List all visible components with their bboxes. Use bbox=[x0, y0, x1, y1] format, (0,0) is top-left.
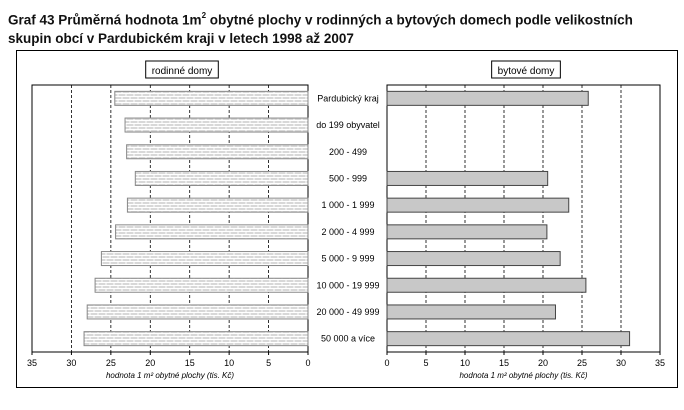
category-label: 50 000 a více bbox=[320, 333, 376, 344]
bar-rodinne-6 bbox=[101, 252, 308, 266]
tick-label: 5 bbox=[266, 358, 272, 368]
tick-label: 5 bbox=[423, 358, 429, 368]
bar-bytove-0 bbox=[387, 91, 588, 105]
category-label: 20 000 - 49 999 bbox=[316, 306, 380, 317]
tick-label: 35 bbox=[26, 358, 38, 368]
title-superscript: 2 bbox=[201, 11, 207, 20]
category-labels bbox=[316, 93, 380, 343]
category-label: 500 - 999 bbox=[328, 173, 368, 184]
category-label: 5 000 - 9 999 bbox=[321, 253, 375, 264]
series-label: rodinné domy bbox=[151, 66, 213, 77]
tick-label: 0 bbox=[384, 358, 390, 368]
bar-bytove-7 bbox=[387, 278, 586, 292]
category-label: 10 000 - 19 999 bbox=[316, 280, 380, 291]
category-label: do 199 obyvatel bbox=[316, 120, 380, 131]
title-part2: obytné plochy v rodinných a bytových domech podle velikostních skupin obcí v Pardubickém kraji v letech 1998 až 2007 bbox=[8, 12, 633, 46]
tick-label: 15 bbox=[184, 358, 195, 368]
tick-label: 20 bbox=[537, 358, 549, 368]
x-axis-title: hodnota 1 m² obytné plochy (tis. Kč) bbox=[105, 371, 235, 380]
category-label: 200 - 499 bbox=[328, 146, 368, 157]
tick-label: 0 bbox=[305, 358, 311, 368]
bar-rodinne-2 bbox=[127, 145, 308, 159]
category-label: 1 000 - 1 999 bbox=[321, 200, 375, 211]
bar-rodinne-3 bbox=[135, 171, 308, 185]
bar-bytove-8 bbox=[387, 305, 555, 319]
tick-label: 30 bbox=[66, 358, 77, 368]
tick-label: 10 bbox=[224, 358, 235, 368]
tick-label: 30 bbox=[615, 358, 627, 368]
bar-rodinne-9 bbox=[84, 332, 308, 346]
bar-bytove-9 bbox=[387, 332, 630, 346]
title-part1: Graf 43 Průměrná hodnota 1m bbox=[8, 12, 202, 28]
category-label: Pardubický kraj bbox=[317, 93, 379, 104]
tick-label: 25 bbox=[105, 358, 116, 368]
tick-label: 25 bbox=[576, 358, 588, 368]
tick-label: 10 bbox=[459, 358, 471, 368]
bar-rodinne-8 bbox=[87, 305, 308, 319]
bar-rodinne-1 bbox=[125, 118, 308, 132]
left-panel bbox=[27, 61, 311, 380]
x-axis-title: hodnota 1 m² obytné plochy (tis. Kč) bbox=[459, 371, 588, 380]
series-label: bytové domy bbox=[497, 66, 555, 77]
category-label: 2 000 - 4 999 bbox=[321, 226, 375, 237]
bar-bytove-5 bbox=[387, 225, 547, 239]
tick-label: 15 bbox=[498, 358, 510, 368]
bar-rodinne-0 bbox=[115, 91, 308, 105]
right-panel bbox=[384, 61, 665, 380]
bar-bytove-6 bbox=[387, 252, 560, 266]
tick-label: 20 bbox=[145, 358, 156, 368]
tick-label: 35 bbox=[654, 358, 666, 368]
bar-bytove-3 bbox=[387, 171, 548, 185]
bar-rodinne-5 bbox=[116, 225, 308, 239]
bar-bytove-4 bbox=[387, 198, 569, 212]
bar-rodinne-7 bbox=[95, 278, 308, 292]
bar-rodinne-4 bbox=[127, 198, 308, 212]
